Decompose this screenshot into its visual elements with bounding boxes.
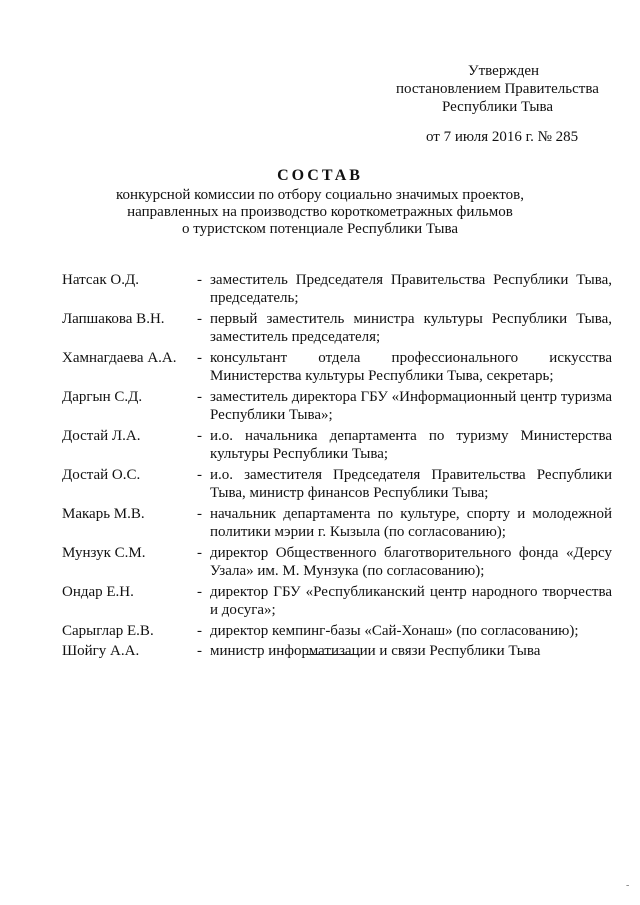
member-name: Ондар Е.Н. [62, 584, 134, 600]
member-dash: - [197, 311, 202, 327]
member-role: и.о. заместителя Председателя Правительства Республики Тыва, министр финансов Республики Тыва; [210, 467, 612, 501]
member-dash: - [197, 350, 202, 366]
member-dash: - [197, 642, 202, 659]
member-row [62, 311, 612, 346]
member-row [62, 467, 612, 502]
member-dash: - [197, 584, 202, 600]
member-role: министр информатизации и связи Республики Тыва [210, 642, 541, 659]
member-row [62, 623, 612, 641]
member-role: начальник департамента по культуре, спорту и молодежной политики мэрии г. Кызыла (по согласованию); [210, 506, 612, 540]
member-row [62, 272, 612, 307]
subtitle-line: направленных на производство короткометражных фильмов [127, 204, 513, 220]
closing-divider [306, 654, 360, 655]
commission-members-list [62, 272, 612, 664]
member-name: Сарыглар Е.В. [62, 623, 154, 639]
approval-line-approved: Утвержден [468, 63, 540, 79]
member-role: первый заместитель министра культуры Республики Тыва, заместитель председателя; [210, 311, 612, 345]
document-title: СОСТАВ [277, 167, 363, 184]
member-name: Достай О.С. [62, 467, 141, 483]
member-name: Достай Л.А. [62, 428, 141, 444]
member-row [62, 643, 612, 661]
member-name: Натсак О.Д. [62, 272, 139, 288]
member-row [62, 506, 612, 541]
member-role: заместитель директора ГБУ «Информационный центр туризма Республики Тыва»; [210, 389, 612, 423]
member-role: заместитель Председателя Правительства Республики Тыва, председатель; [210, 272, 612, 306]
member-name: Лапшакова В.Н. [62, 311, 165, 327]
member-name: Мунзук С.М. [62, 545, 146, 561]
document-subtitle [0, 187, 640, 238]
member-dash: - [197, 428, 202, 444]
approval-stamp [380, 62, 620, 146]
member-dash: - [197, 389, 202, 405]
member-dash: - [197, 623, 202, 639]
member-role: директор кемпинг-базы «Сай-Хонаш» (по согласованию); [210, 623, 579, 639]
member-row [62, 389, 612, 424]
subtitle-line: о туристском потенциале Республики Тыва [181, 221, 458, 237]
member-name: Даргын С.Д. [62, 389, 143, 405]
approval-line-date: от 7 июля 2016 г. № 285 [426, 129, 579, 145]
member-name: Макарь М.В. [62, 506, 145, 522]
edge-mark: - [626, 880, 630, 891]
member-name: Шойгу А.А. [62, 642, 140, 659]
member-row [62, 545, 612, 580]
member-role: директор ГБУ «Республиканский центр народного творчества и досуга»; [210, 584, 612, 618]
member-name: Хамнагдаева А.А. [62, 350, 177, 366]
member-role: и.о. начальника департамента по туризму Министерства культуры Республики Тыва; [210, 428, 612, 462]
member-role: директор Общественного благотворительного фонда «Дерсу Узала» им. М. Мунзука (по согласованию); [210, 545, 612, 579]
member-dash: - [197, 272, 202, 288]
approval-line-republic: Республики Тыва [442, 99, 554, 115]
member-row [62, 350, 612, 385]
member-role: консультант отдела профессионального искусства Министерства культуры Республики Тыва, секретарь; [210, 350, 612, 384]
approval-line-resolution: постановлением Правительства [396, 81, 599, 97]
member-dash: - [197, 545, 202, 561]
member-dash: - [197, 506, 202, 522]
member-row [62, 584, 612, 619]
subtitle-line: конкурсной комиссии по отбору социально значимых проектов, [116, 187, 524, 203]
member-dash: - [197, 467, 202, 483]
member-row [62, 428, 612, 463]
